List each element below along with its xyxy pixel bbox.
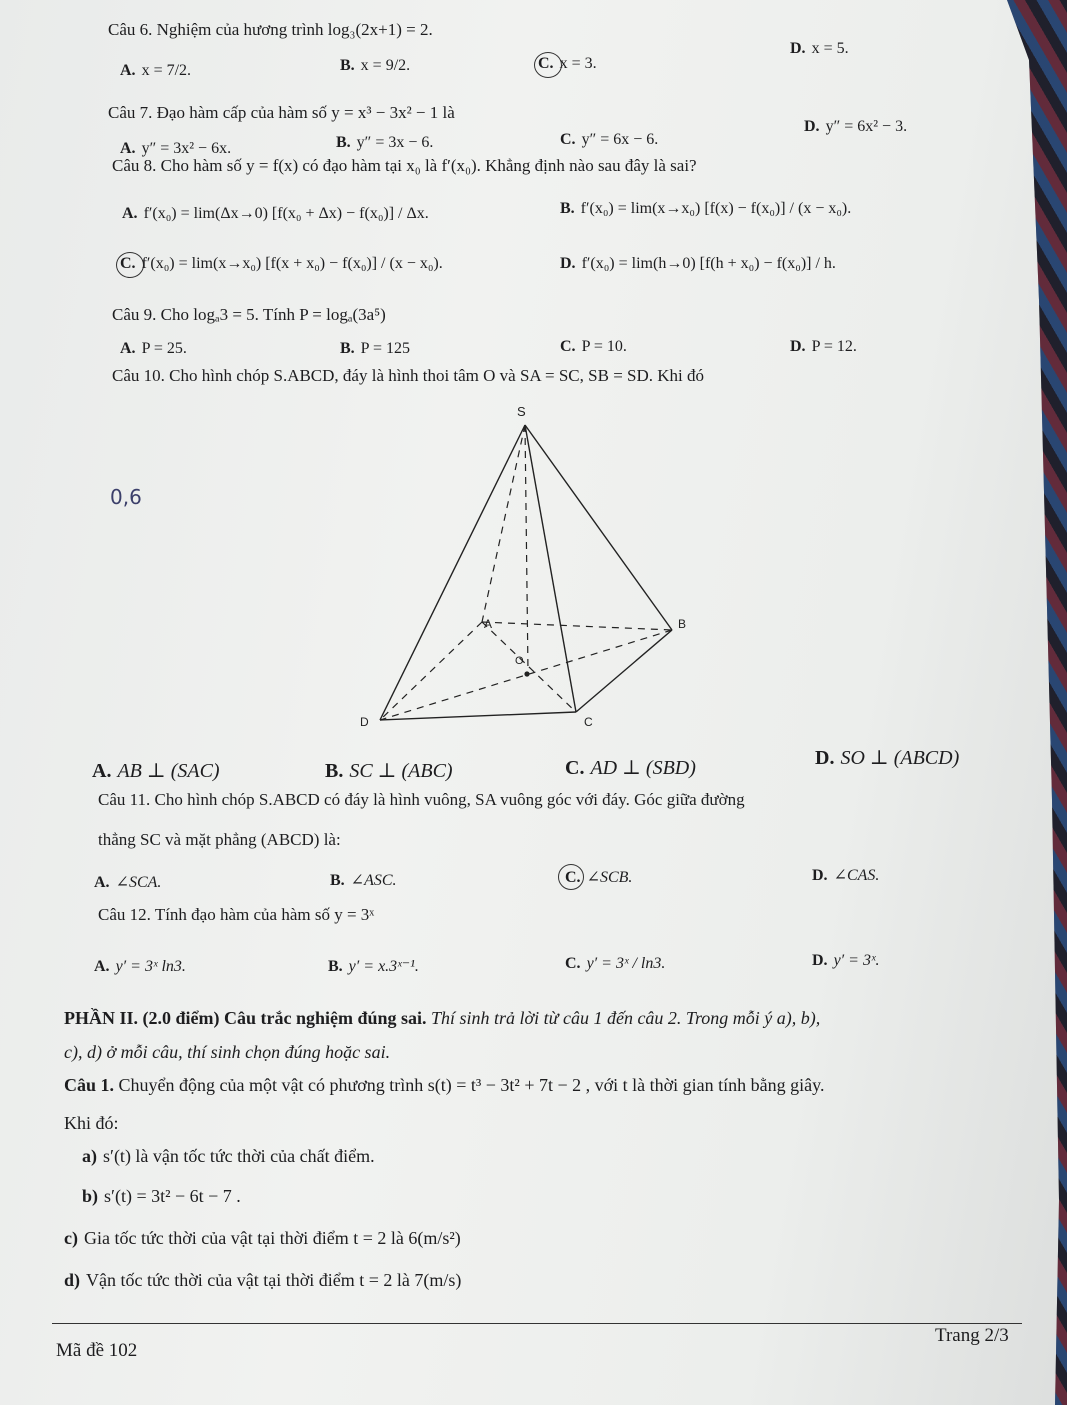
point-O (524, 671, 529, 676)
q12-option-a-label: A. (94, 958, 110, 975)
q12-option-d (812, 952, 879, 970)
q9-option-c-label: C. (560, 338, 576, 355)
q8-option-d-label: D. (560, 255, 576, 272)
item-d-text: Vận tốc tức thời của vật tại thời điểm t = 2 là 7(m/s) (86, 1270, 462, 1290)
item-c-text: Gia tốc tức thời của vật tại thời điểm t = 2 là 6(m/s²) (83, 1228, 461, 1248)
edge-AD (380, 622, 482, 720)
q8-option-b-text: f′(x₀) = lim(x→x₀) [f(x) − f(x₀)] / (x − x₀). (580, 200, 852, 217)
q8-option-a-text: f′(x₀) = lim(Δx→0) [f(x₀ + Δx) − f(x₀)] / Δx. (143, 205, 429, 222)
q10-option-c-label: C. (565, 757, 585, 779)
q10-stem: Câu 10. Cho hình chóp S.ABCD, đáy là hình thoi tâm O và SA = SC, SB = SD. Khi đó (112, 366, 705, 385)
q10-option-c (565, 755, 696, 780)
edge-BC (576, 630, 672, 712)
part2-item-d (64, 1270, 461, 1291)
q11-option-d-text: ∠CAS. (833, 867, 880, 884)
edge-SD (380, 425, 525, 720)
q10-option-b-text: SC ⊥ (ABC) (349, 760, 453, 782)
q10-option-b-label: B. (325, 760, 344, 782)
q6-option-c-text: x = 3. (559, 55, 597, 72)
label-D: D (360, 715, 369, 729)
q11-option-b (330, 870, 397, 890)
q6-option-b-text: x = 9/2. (360, 57, 411, 74)
q11-option-c (565, 867, 632, 887)
edge-SA (482, 425, 525, 622)
q7-option-b-text: y″ = 3x − 6. (356, 134, 434, 151)
q9-option-a-label: A. (120, 340, 136, 357)
q12-stem: Câu 12. Tính đạo hàm của hàm số y = 3ˣ (98, 905, 375, 924)
segment-SO (525, 425, 528, 672)
q10-option-a (92, 758, 220, 783)
q11-option-a (94, 872, 161, 892)
q6-option-a-label: A. (120, 62, 136, 79)
q12-option-b (328, 956, 419, 976)
part2-q1-text: Chuyển động của một vật có phương trình s(t) = t³ − 3t² + 7t − 2 , với t là thời gian tính bằng giây. (114, 1075, 825, 1095)
q11-option-d-label: D. (812, 867, 828, 884)
q12-option-c (565, 955, 665, 973)
q9-option-d-label: D. (790, 338, 806, 355)
footer-divider (52, 1323, 1022, 1324)
q9-option-b-text: P = 125 (360, 340, 410, 357)
part2-q1-label: Câu 1. (64, 1075, 115, 1095)
q10-option-d-label: D. (815, 747, 835, 769)
q11-option-d (812, 865, 879, 885)
q11-option-c-label: C. (565, 869, 581, 886)
q12-option-b-label: B. (328, 958, 343, 975)
q12-option-a (94, 958, 186, 976)
q8-option-b-label: B. (560, 200, 575, 217)
q6-option-d-label: D. (790, 40, 806, 57)
q11-option-b-label: B. (330, 872, 345, 889)
label-B: B (678, 617, 687, 631)
q6-option-b-label: B. (340, 57, 355, 74)
q7-option-a-text: y″ = 3x² − 6x. (141, 140, 232, 157)
q8-option-a-label: A. (122, 205, 138, 222)
q7-option-c-text: y″ = 6x − 6. (581, 131, 659, 148)
q6-option-c-label: C. (538, 55, 554, 72)
q10-option-d-text: SO ⊥ (ABCD) (840, 747, 960, 769)
q11-stem-line2: thẳng SC và mặt phẳng (ABCD) là: (98, 830, 341, 849)
edge-AB (482, 622, 672, 630)
edge-SC (525, 425, 576, 712)
q11-option-c-text: ∠SCB. (586, 869, 633, 886)
exam-code: Mã đề 102 (56, 1340, 138, 1361)
part2-item-a (82, 1146, 375, 1167)
q10-option-d (815, 745, 959, 770)
label-S: S (517, 404, 526, 419)
q11-option-a-text: ∠SCA. (115, 874, 162, 891)
q9-option-b-label: B. (340, 340, 355, 357)
item-a-text: s′(t) là vận tốc tức thời của chất điểm. (103, 1146, 375, 1166)
part2-q1-stem-line2: Khi đó: (64, 1113, 119, 1133)
q11-stem-line1: Câu 11. Cho hình chóp S.ABCD có đáy là hình vuông, SA vuông góc với đáy. Góc giữa đường (98, 790, 745, 809)
q12-option-b-text: y′ = x.3ˣ⁻¹. (348, 958, 419, 975)
q9-option-a-text: P = 25. (141, 340, 187, 357)
part2-item-b (82, 1186, 241, 1207)
q11-option-a-label: A. (94, 874, 110, 891)
q12-option-c-text: y′ = 3ˣ / ln3. (586, 955, 666, 972)
q7-option-c-label: C. (560, 131, 576, 148)
q7-option-b-label: B. (336, 134, 351, 151)
q7-option-d-text: y″ = 6x² − 3. (825, 118, 908, 135)
q12-option-c-label: C. (565, 955, 581, 972)
q8-stem: Câu 8. Cho hàm số y = f(x) có đạo hàm tại x₀ là f′(x₀). Khẳng định nào sau đây là sai? (112, 156, 697, 175)
q6-option-a-text: x = 7/2. (141, 62, 192, 79)
label-A: A (484, 617, 493, 631)
label-O: O (515, 655, 524, 667)
q12-option-d-text: y′ = 3ˣ. (833, 952, 880, 969)
edge-SB (525, 425, 672, 630)
q8-option-c-text: f′(x₀) = lim(x→x₀) [f(x + x₀) − f(x₀)] / (x − x₀). (141, 255, 443, 272)
q7-stem: Câu 7. Đạo hàm cấp của hàm số y = x³ − 3x² − 1 là (108, 103, 455, 122)
edge-DC (380, 712, 576, 720)
part2-heading-bold: PHẦN II. (2.0 điểm) Câu trắc nghiệm đúng sai. (64, 1008, 427, 1028)
q11-option-b-text: ∠ASC. (350, 872, 397, 889)
handwritten-note: 0,6 (110, 485, 142, 509)
item-b-text: s′(t) = 3t² − 6t − 7 . (104, 1186, 241, 1206)
label-C: C (584, 715, 593, 729)
q7-option-a-label: A. (120, 140, 136, 157)
q6-option-d-text: x = 5. (811, 40, 849, 57)
part2-item-c (64, 1228, 461, 1249)
q9-option-d-text: P = 12. (811, 338, 857, 355)
item-c-label: c) (64, 1228, 78, 1248)
q10-option-a-label: A. (92, 760, 112, 782)
q10-option-c-text: AD ⊥ (SBD) (590, 757, 696, 779)
page-number: Trang 2/3 (935, 1325, 1009, 1346)
q9-option-c-text: P = 10. (581, 338, 627, 355)
q10-option-b (325, 758, 453, 783)
part2-heading (64, 1008, 820, 1029)
item-a-label: a) (82, 1146, 97, 1166)
q9-stem: Câu 9. Cho logₐ3 = 5. Tính P = logₐ(3a⁵) (112, 305, 386, 324)
item-b-label: b) (82, 1186, 99, 1206)
q8-option-d-text: f′(x₀) = lim(h→0) [f(h + x₀) − f(x₀)] / h. (581, 255, 836, 272)
part2-heading-line2: c), d) ở mỗi câu, thí sinh chọn đúng hoặc sai. (64, 1042, 391, 1062)
q12-option-d-label: D. (812, 952, 828, 969)
part2-q1-stem (64, 1075, 824, 1096)
part2-heading-rest: Thí sinh trả lời từ câu 1 đến câu 2. Trong mỗi ý a), b), (426, 1008, 821, 1028)
q12-option-a-text: y′ = 3ˣ ln3. (115, 958, 186, 975)
q7-option-d-label: D. (804, 118, 820, 135)
item-d-label: d) (64, 1270, 81, 1290)
q8-option-c-label: C. (120, 255, 136, 272)
q6-stem: Câu 6. Nghiệm của hương trình log₃(2x+1) = 2. (108, 20, 433, 39)
q10-option-a-text: AB ⊥ (SAC) (117, 760, 220, 782)
